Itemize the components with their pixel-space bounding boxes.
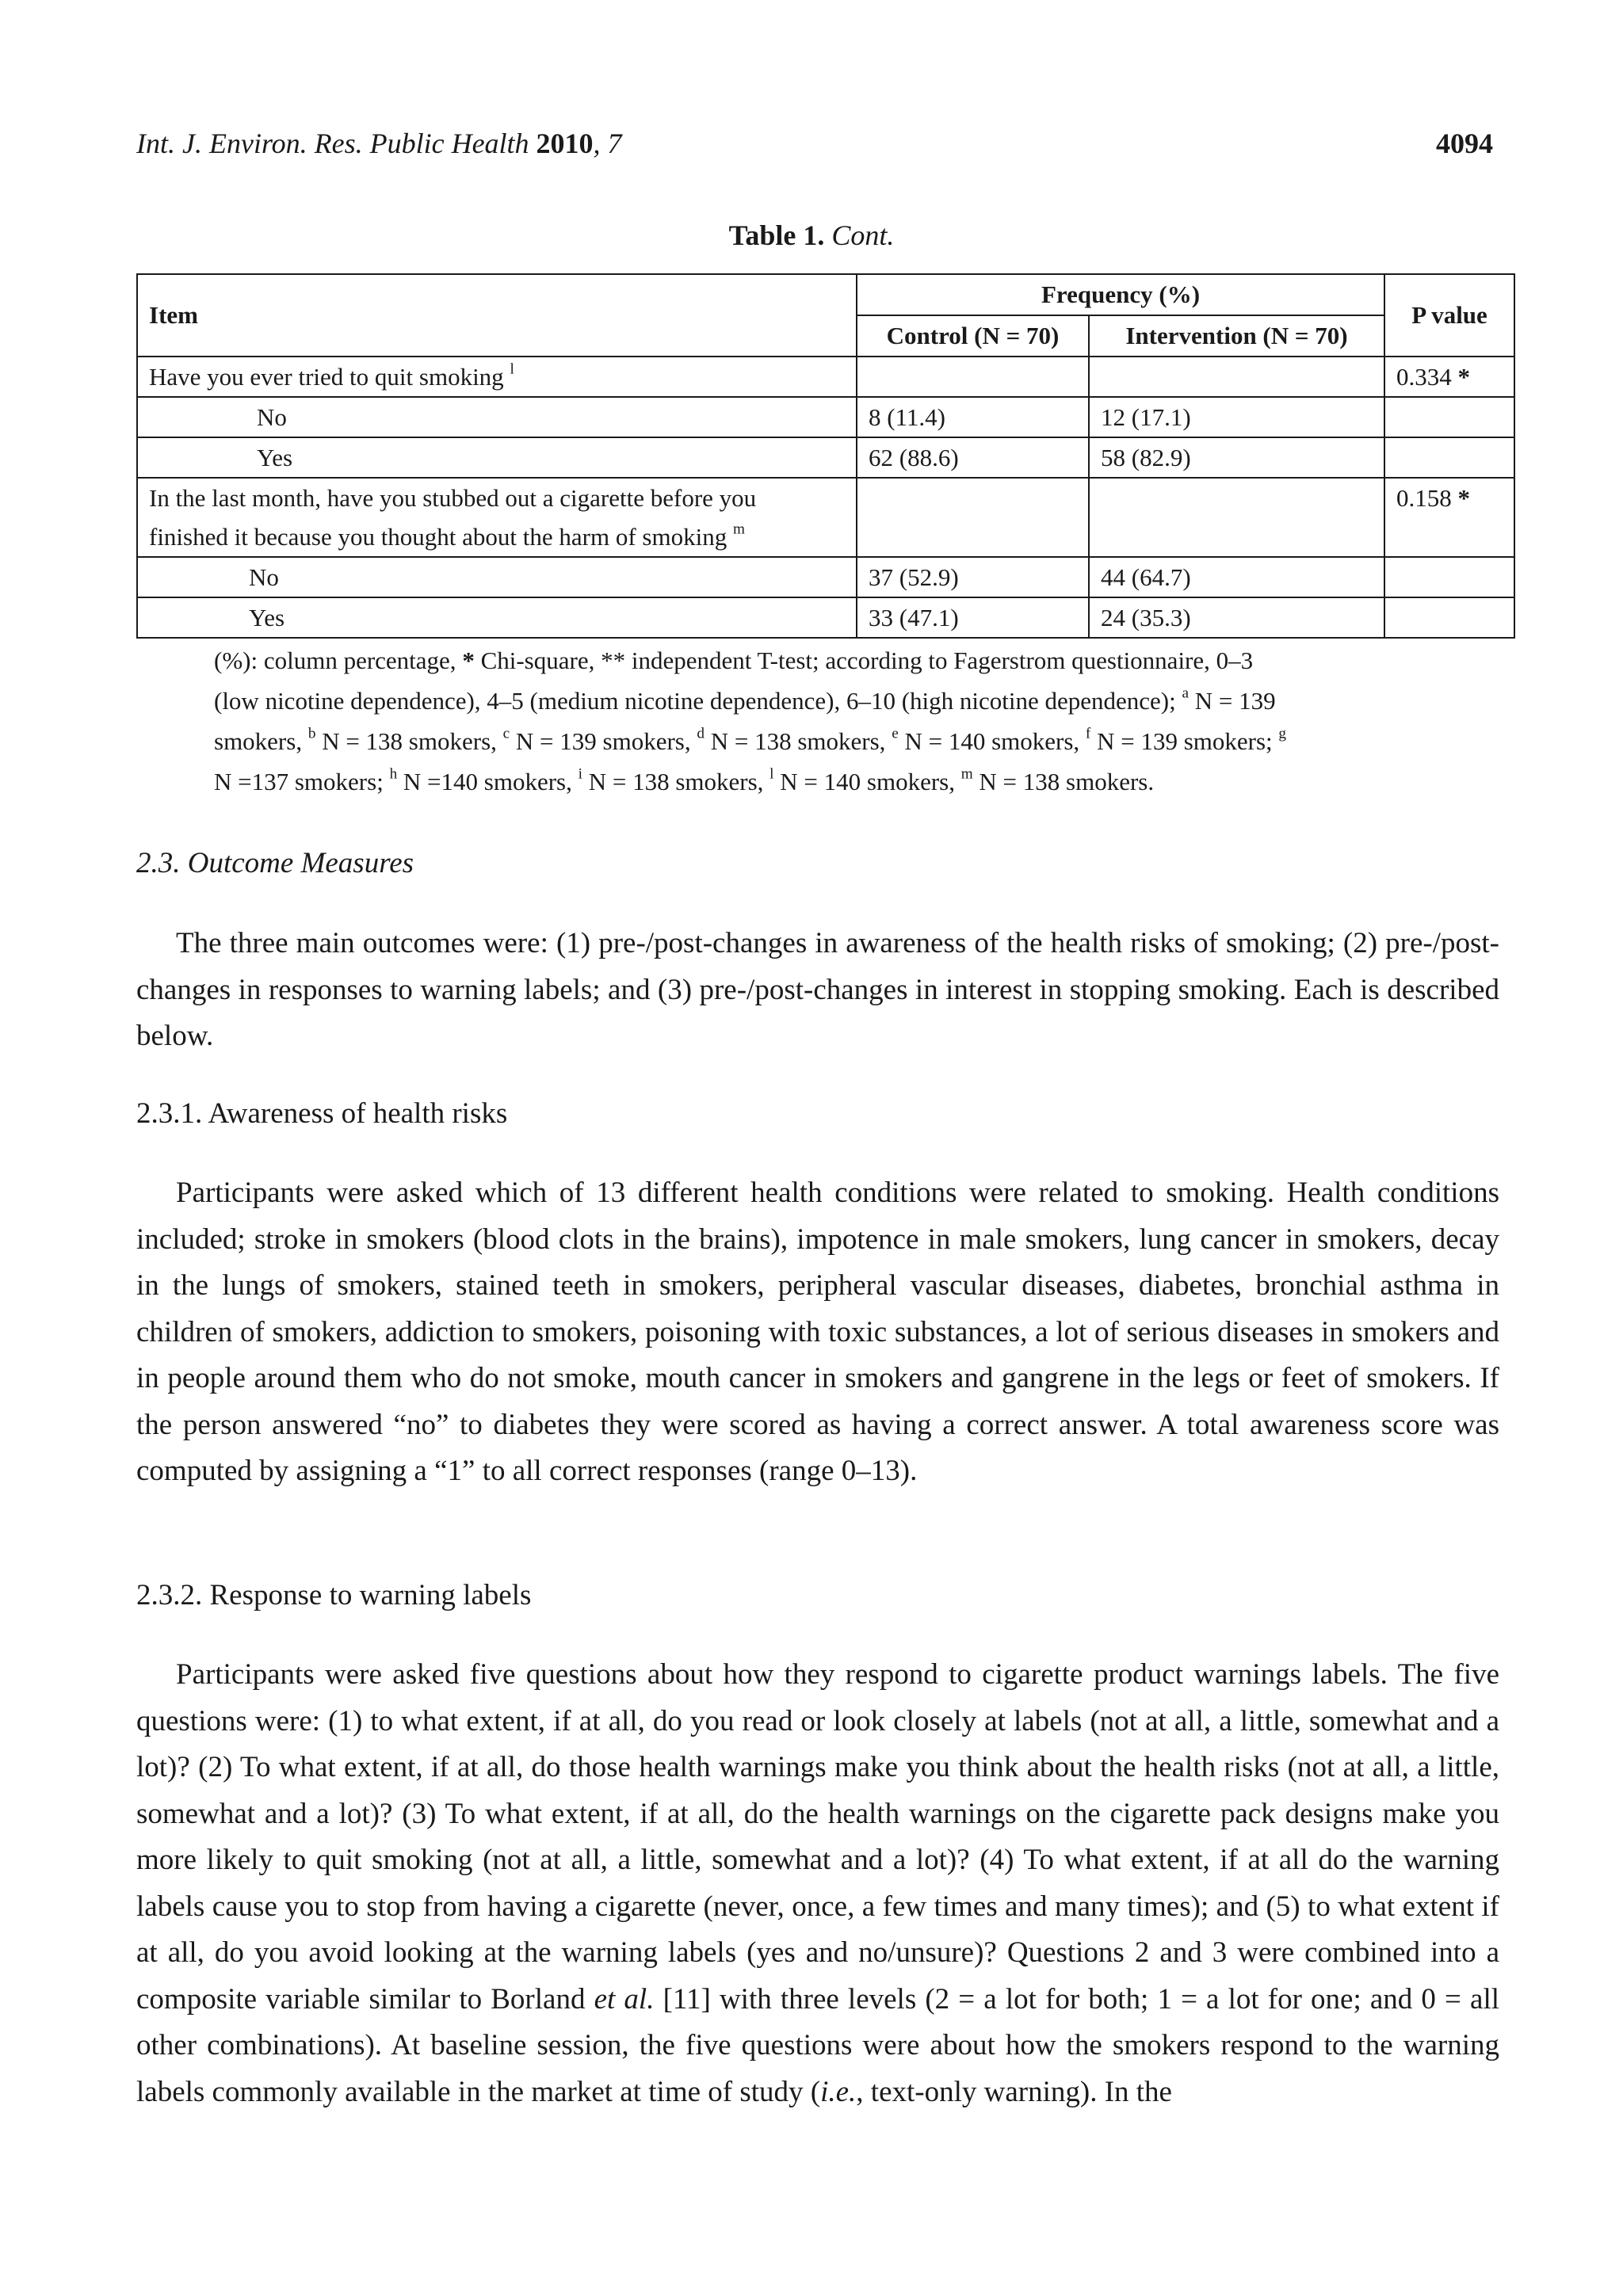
table-caption: Table 1. Cont. [728, 219, 895, 251]
cell-control: 62 (88.6) [857, 437, 1089, 478]
col-header-frequency: Frequency (%) [857, 274, 1384, 315]
table-row [137, 437, 1514, 478]
cell-intervention: 24 (35.3) [1089, 597, 1384, 638]
table-row [137, 557, 1514, 597]
cell-control [857, 357, 1089, 397]
col-header-p-value: P value [1384, 274, 1514, 357]
table-row [137, 478, 1514, 557]
cell-p-value [1384, 557, 1514, 597]
row-label: No [137, 397, 857, 437]
section-heading-2-3-1: 2.3.1. Awareness of health risks [136, 1097, 508, 1130]
row-label: In the last month, have you stubbed out a cigarette before you finished it because you thought about the harm of smoking $^m$ [137, 478, 857, 557]
cell-control [857, 478, 1089, 557]
cell-intervention: 44 (64.7) [1089, 557, 1384, 597]
table-notes: (%): column percentage, * Chi-square, ** independent T-test; according to Fagerstrom questionnaire, 0–3 (low nicotine dependence), 4–5 (medium nicotine dependence), 6–10 (high nicotine dependence); $^a$ N = 139 smokers, $^b$ N = 138 smokers, $^c$ N = 139 smokers, $^d$ N = 138 smokers, $^e$ N = 140 smokers, $^f$ N = 139 smokers; $^g$ N =137 smokers; $^h$ N =140 smokers, $^i$ N = 138 smokers, $^l$ N = 140 smokers, $^m$ N = 138 smokers. [214, 646, 1286, 795]
cell-intervention: 12 (17.1) [1089, 397, 1384, 437]
paragraph-awareness: Participants were asked which of 13 different health conditions were related to smoking. Health conditions included; stroke in smokers (blood clots in the brains), impotence in male smokers, lung cancer in smokers, decay in the lungs of smokers, stained teeth in smokers, peripheral vascular diseases, diabetes, bronchial asthma in children of smokers, addiction to smokers, poisoning with toxic substances, a lot of serious diseases in smokers and in people around them who do not smoke, mouth cancer in smokers and gangrene in the legs or feet of smokers. If the person answered “no” to diabetes they were scored as having a correct answer. A total awareness score was computed by assigning a “1” to all correct responses (range 0–13). [136, 1177, 1499, 1487]
table-row [137, 397, 1514, 437]
journal-running-header: Int. J. Environ. Res. Public Health 2010, 7 [136, 128, 622, 159]
row-label: Yes [137, 437, 857, 478]
row-label: Have you ever tried to quit smoking $^l$ [137, 357, 857, 397]
cell-control: 8 (11.4) [857, 397, 1089, 437]
paragraph-warning-labels: Participants were asked five questions about how they respond to cigarette product warnings labels. The five questions were: (1) to what extent, if at all, do you read or look closely at labels (not at all, a little, somewhat and a lot)? (2) To what extent, if at all, do those health warnings make you think about the health risks (not at all, a little, somewhat and a lot)? (3) To what extent, if at all, do the health warnings on the cigarette pack designs make you more likely to quit smoking (not at all, a little, somewhat and a lot)? (4) To what extent, if at all do the warning labels cause you to stop from having a cigarette (never, once, a few times and many times); and (5) to what extent if at all, do you avoid looking at the warning labels (yes and no/unsure)? Questions 2 and 3 were combined into a composite variable similar to Borland et al. [11] with three levels (2 = a lot for both; 1 = a lot for one; and 0 = all other combinations). At baseline session, the five questions were about how the smokers respond to the warning labels commonly available in the market at time of study (i.e., text-only warning). In the [136, 1658, 1500, 2108]
col-header-item: Item [137, 274, 857, 357]
row-label: No [137, 557, 857, 597]
row-label: Yes [137, 597, 857, 638]
cell-control: 33 (47.1) [857, 597, 1089, 638]
cell-p-value [1384, 597, 1514, 638]
section-heading-2-3: 2.3. Outcome Measures [136, 847, 414, 879]
cell-intervention: 58 (82.9) [1089, 437, 1384, 478]
journal-volume: 7 [607, 128, 622, 159]
col-header-intervention: Intervention (N = 70) [1089, 315, 1384, 357]
page-number: 4094 [1436, 128, 1493, 159]
cell-intervention [1089, 357, 1384, 397]
table-row [137, 597, 1514, 638]
cell-p-value: 0.158 * [1384, 478, 1514, 557]
section-heading-2-3-2: 2.3.2. Response to warning labels [136, 1579, 532, 1611]
journal-year: 2010 [536, 128, 594, 159]
frequency-table [136, 273, 1515, 639]
table-row [137, 357, 1514, 397]
cell-control: 37 (52.9) [857, 557, 1089, 597]
cell-intervention [1089, 478, 1384, 557]
paragraph-outcomes: The three main outcomes were: (1) pre-/post-changes in awareness of the health risks of smoking; (2) pre-/post- changes in responses to warning labels; and (3) pre-/post-changes in interest in stopping smoking. Each is described below. [136, 927, 1499, 1052]
cell-p-value: 0.334 * [1384, 357, 1514, 397]
cell-p-value [1384, 437, 1514, 478]
col-header-control: Control (N = 70) [857, 315, 1089, 357]
cell-p-value [1384, 397, 1514, 437]
